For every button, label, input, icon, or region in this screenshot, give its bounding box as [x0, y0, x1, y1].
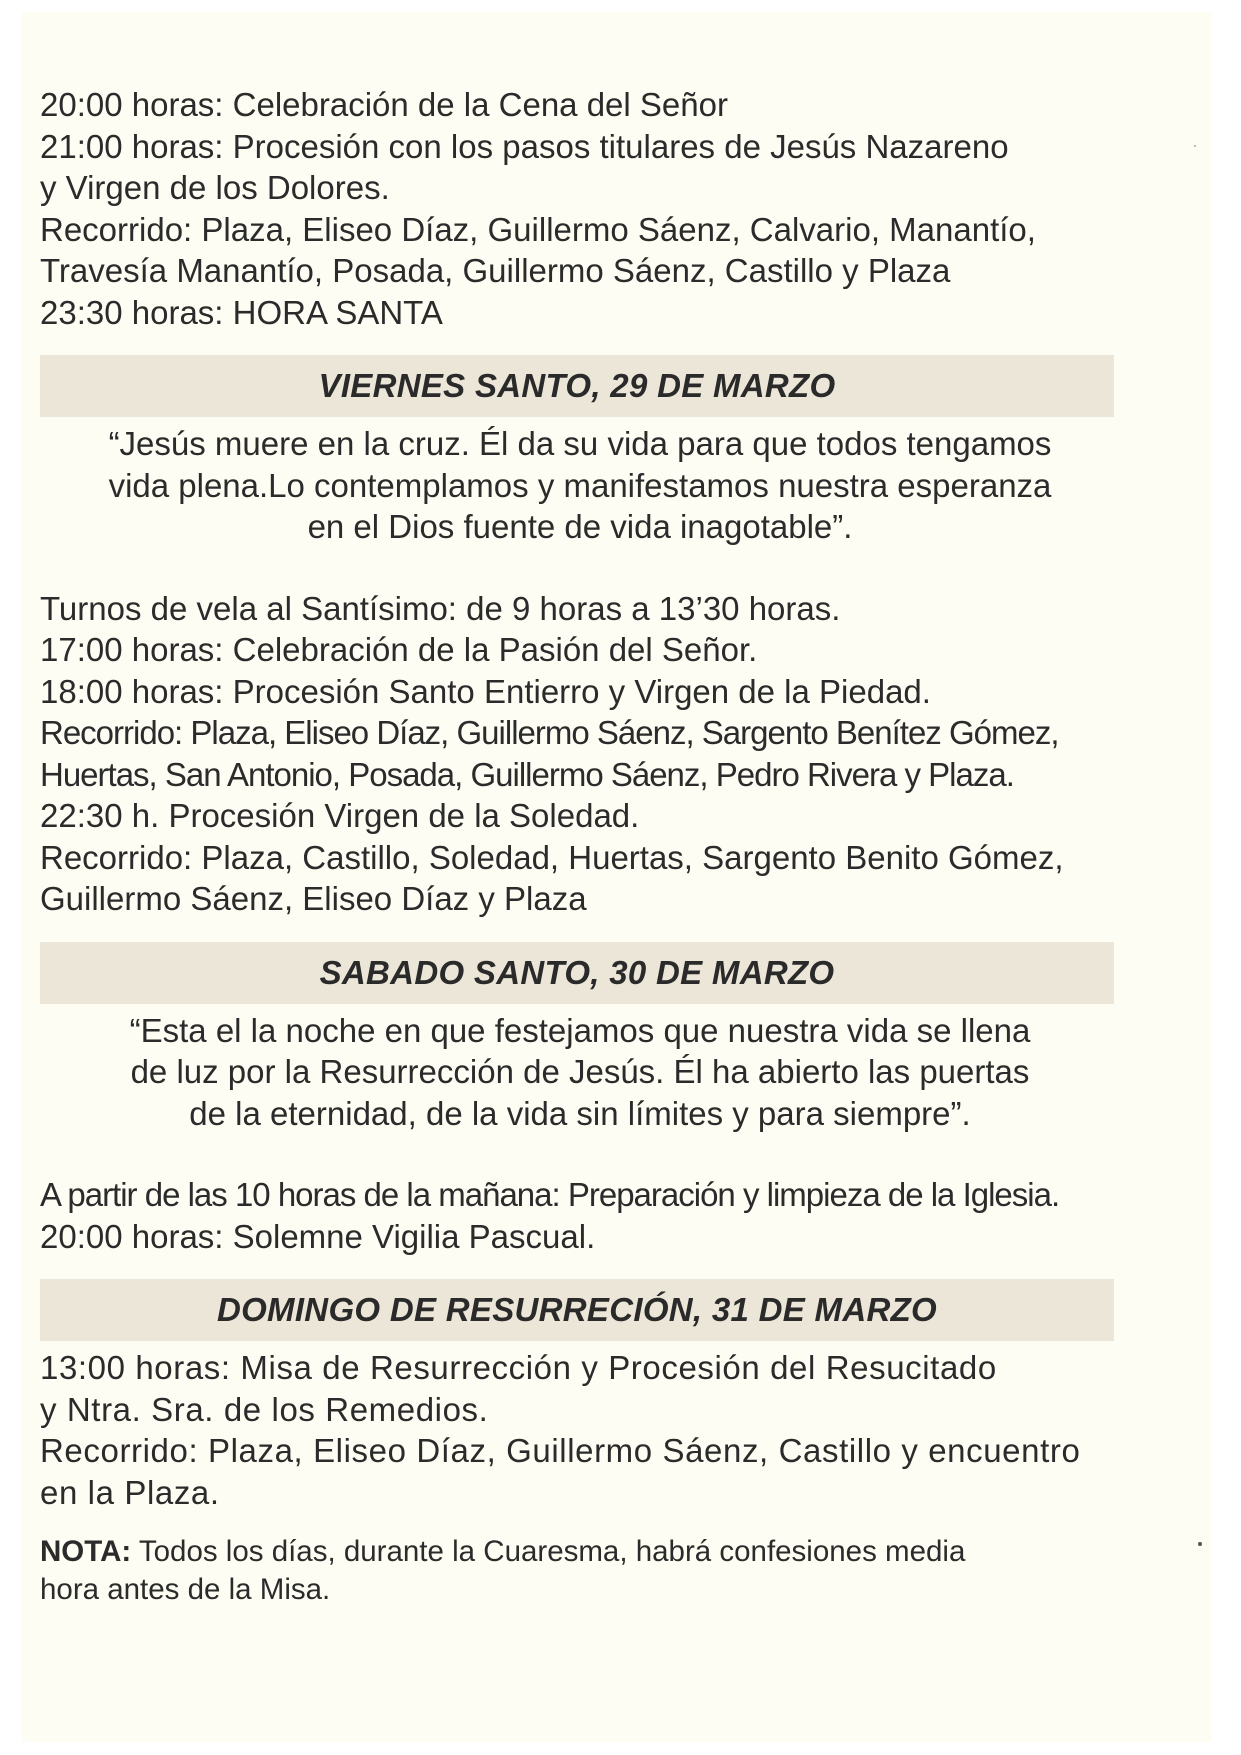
page-sheet — [22, 12, 1212, 1742]
domingo-resurreccion-header: DOMINGO DE RESURRECIÓN, 31 DE MARZO — [40, 1279, 1114, 1341]
schedule-line: Recorrido: Plaza, Eliseo Díaz, Guillermo Sáenz, Castillo y encuentro — [40, 1432, 1081, 1469]
schedule-line: 17:00 horas: Celebración de la Pasión del Señor. — [40, 631, 758, 668]
schedule-line: Huertas, San Antonio, Posada, Guillermo Sáenz, Pedro Rivera y Plaza. — [40, 755, 1014, 793]
viernes-santo-schedule — [40, 588, 1120, 713]
schedule-line: Recorrido: Plaza, Castillo, Soledad, Huertas, Sargento Benito Gómez, — [40, 838, 1064, 876]
quote-line: vida plena.Lo contemplamos y manifestamos nuestra esperanza — [108, 466, 1052, 504]
sabado-santo-quote — [40, 1010, 1120, 1135]
schedule-line: y Ntra. Sra. de los Remedios. — [40, 1390, 489, 1428]
nota-text: Todos los días, durante la Cuaresma, habrá confesiones media — [131, 1535, 966, 1568]
nota-line: hora antes de la Misa. — [40, 1573, 331, 1606]
schedule-line: Recorrido: Plaza, Eliseo Díaz, Guillermo Sáenz, Sargento Benítez Gómez, — [40, 714, 1059, 751]
sabado-santo-header: SABADO SANTO, 30 DE MARZO — [40, 942, 1114, 1004]
nota-line — [40, 1533, 1120, 1571]
schedule-line: Guillermo Sáenz, Eliseo Díaz y Plaza — [40, 880, 587, 917]
scan-speck — [1194, 145, 1196, 147]
quote-line: “Esta el la noche en que festejamos que nuestra vida se llena — [129, 1011, 1031, 1049]
sabado-santo-vigil — [40, 1216, 1120, 1258]
viernes-santo-soledad — [40, 795, 1120, 920]
viernes-santo-route — [40, 712, 1120, 795]
quote-line: de luz por la Resurrección de Jesús. Él ha abierto las puertas — [130, 1053, 1030, 1090]
quote-line: en el Dios fuente de vida inagotable”. — [307, 508, 853, 545]
nota-block — [40, 1533, 1120, 1609]
schedule-line: 22:30 h. Procesión Virgen de la Soledad. — [40, 797, 640, 834]
schedule-line: Travesía Manantío, Posada, Guillermo Sáenz, Castillo y Plaza — [40, 252, 951, 289]
schedule-line: 23:30 horas: HORA SANTA — [40, 293, 443, 331]
schedule-line: 21:00 horas: Procesión con los pasos titulares de Jesús Nazareno — [40, 127, 1009, 165]
nota-label: NOTA: — [40, 1535, 132, 1568]
schedule-line: A partir de las 10 horas de la mañana: Preparación y limpieza de la Iglesia. — [40, 1176, 1060, 1213]
scan-speck — [1198, 1542, 1202, 1546]
quote-line: de la eternidad, de la vida sin límites y para siempre”. — [189, 1094, 971, 1132]
jueves-santo-schedule — [40, 84, 1120, 333]
quote-line: “Jesús muere en la cruz. Él da su vida para que todos tengamos — [108, 425, 1052, 462]
schedule-line: Turnos de vela al Santísimo: de 9 horas a 13’30 horas. — [40, 589, 841, 627]
program-content — [40, 84, 1120, 1609]
schedule-line: 18:00 horas: Procesión Santo Entierro y Virgen de la Piedad. — [40, 672, 931, 710]
schedule-line: 20:00 horas: Celebración de la Cena del Señor — [40, 86, 728, 123]
domingo-resurreccion-schedule — [40, 1347, 1120, 1513]
sabado-santo-preparation — [40, 1174, 1120, 1216]
schedule-line: y Virgen de los Dolores. — [40, 169, 390, 206]
schedule-line: Recorrido: Plaza, Eliseo Díaz, Guillermo Sáenz, Calvario, Manantío, — [40, 210, 1036, 248]
viernes-santo-header: VIERNES SANTO, 29 DE MARZO — [40, 355, 1114, 417]
schedule-line: en la Plaza. — [40, 1473, 220, 1511]
schedule-line: 20:00 horas: Solemne Vigilia Pascual. — [40, 1217, 596, 1255]
schedule-line: 13:00 horas: Misa de Resurrección y Procesión del Resucitado — [40, 1349, 997, 1386]
viernes-santo-quote — [40, 423, 1120, 548]
